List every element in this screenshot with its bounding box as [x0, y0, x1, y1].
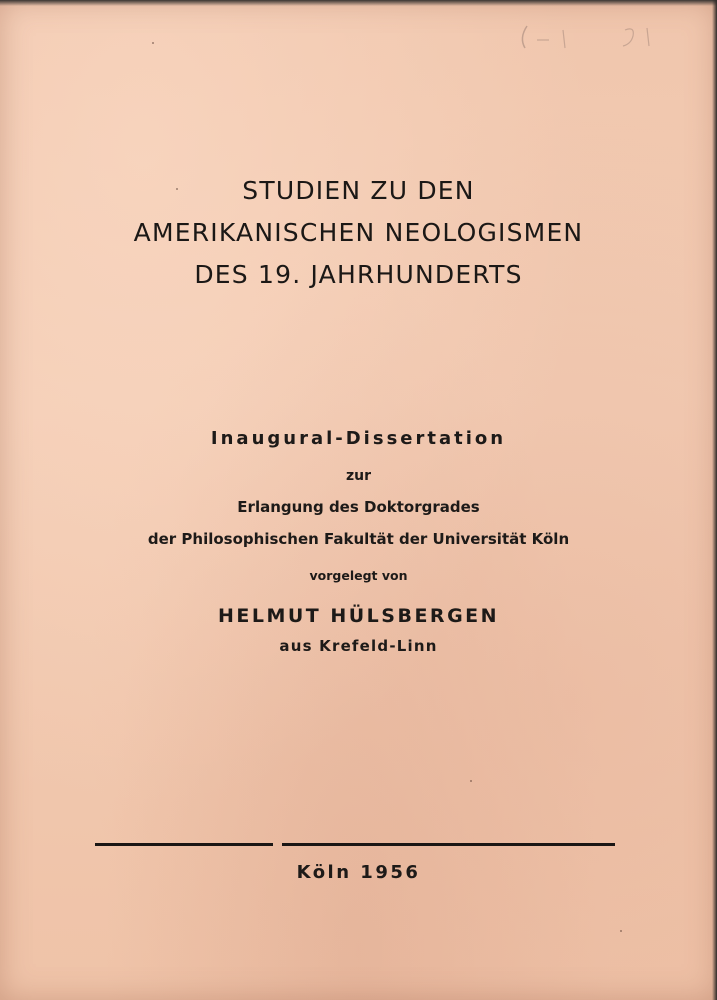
paper-speck: [152, 42, 154, 44]
dissertation-type: Inaugural-Dissertation: [210, 428, 507, 449]
degree-purpose: Erlangung des Doktorgrades: [237, 498, 480, 516]
paper-speck: [176, 188, 178, 190]
preposition-text: zur: [345, 468, 372, 484]
author-name: HELMUT HÜLSBERGEN: [217, 605, 500, 627]
title-line-3: DES 19. JAHRHUNDERTS: [194, 260, 523, 289]
title-line-2: AMERIKANISCHEN NEOLOGISMEN: [133, 218, 584, 247]
submitted-by-label: vorgelegt von: [309, 568, 408, 583]
title-line-1: STUDIEN ZU DEN: [242, 176, 475, 205]
cover-top-edge: [0, 0, 717, 6]
faculty-line: der Philosophischen Fakultät der Universität Köln: [147, 530, 570, 548]
author-origin: aus Krefeld-Linn: [279, 637, 438, 655]
paper-speck: [620, 930, 622, 932]
paper-speck: [470, 780, 472, 782]
thesis-title: [0, 170, 717, 296]
divider-rule-right: [282, 843, 615, 846]
pencil-marking-graphic: [515, 18, 665, 58]
divider-rule-left: [95, 843, 273, 846]
place-and-year: Köln 1956: [296, 862, 421, 883]
pencil-marking: [515, 18, 665, 58]
